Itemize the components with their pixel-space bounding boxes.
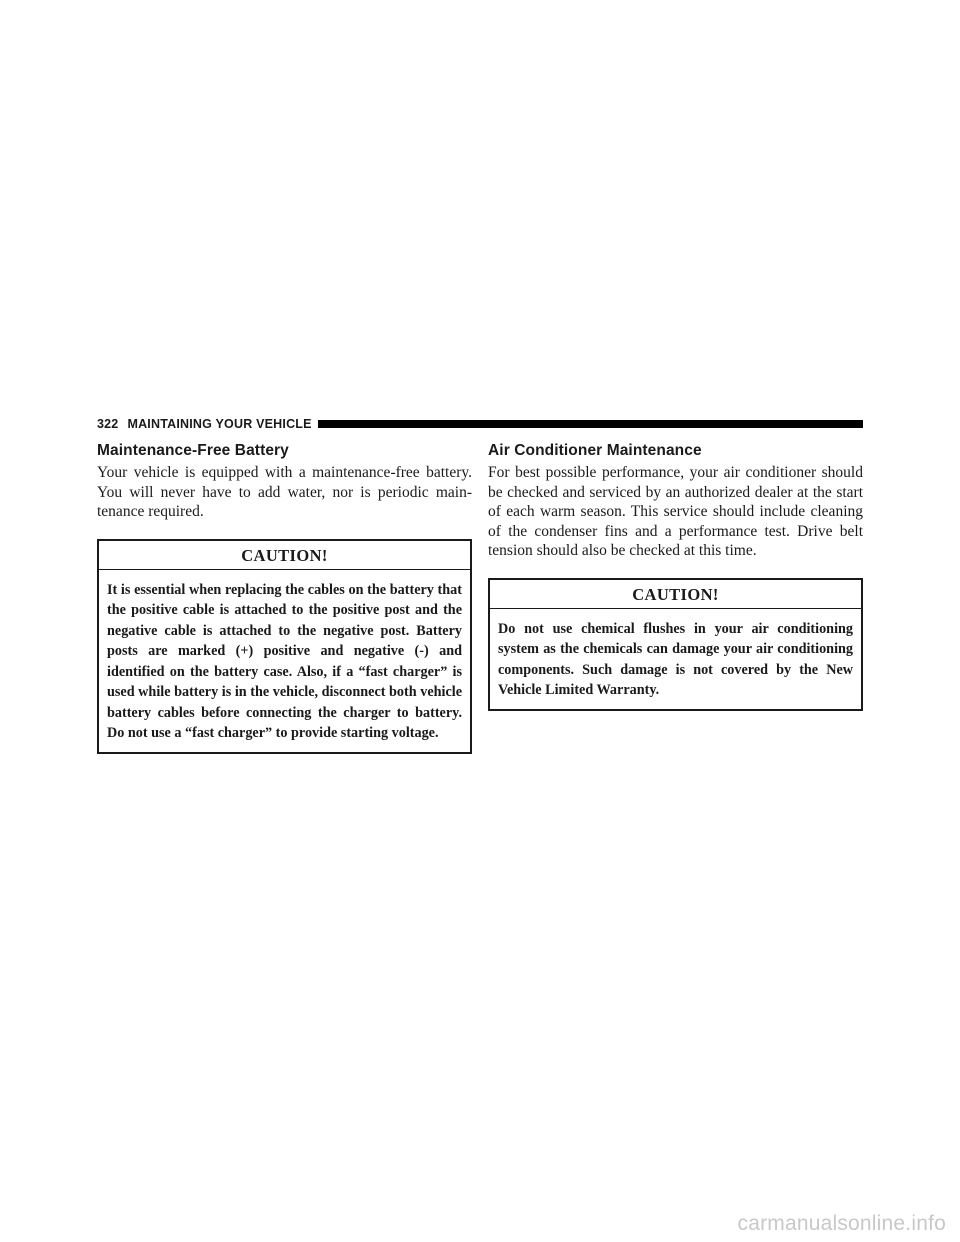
running-header — [97, 417, 863, 431]
ac-caution-title: CAUTION! — [490, 580, 861, 609]
right-column — [488, 442, 863, 711]
ac-caution-box — [488, 578, 863, 711]
battery-caution-text: It is essential when replacing the cables on the battery that the positive cable is attached to the positive post and the negative cable is attached to the negative post. Battery posts are marked (+) positive and negative (-) and identified on the battery case. Also, if a “fast charger” is used while battery is in the vehicle, disconnect both vehicle battery cables before connecting the charger to battery. Do not use a “fast charger” to provide starting voltage. — [107, 581, 462, 742]
battery-body-text: Your vehicle is equipped with a maintenance-free battery. You will never have to add water, nor is periodic maintenance required. — [97, 464, 472, 521]
ac-body-text: For best possible performance, your air conditioner should be checked and serviced by an authorized dealer at the start of each warm season. This service should include cleaning of the condenser fins and a performance test. Drive belt tension should also be checked at this time. — [488, 464, 863, 560]
header-rule — [318, 420, 863, 428]
ac-caution-text: Do not use chemical flushes in your air conditioning system as the chemicals can damage your air conditioning components. Such damage is not covered by the New Vehicle Limited Warranty. — [498, 620, 853, 699]
watermark-link[interactable]: carmanualsonline.info — [737, 1212, 946, 1235]
section-title: MAINTAINING YOUR VEHICLE — [127, 417, 312, 431]
battery-heading: Maintenance-Free Battery — [97, 442, 289, 459]
page-number: 322 — [97, 417, 119, 431]
battery-caution-title: CAUTION! — [99, 541, 470, 570]
ac-heading: Air Conditioner Maintenance — [488, 442, 702, 459]
left-column — [97, 442, 472, 754]
battery-caution-box — [97, 539, 472, 754]
